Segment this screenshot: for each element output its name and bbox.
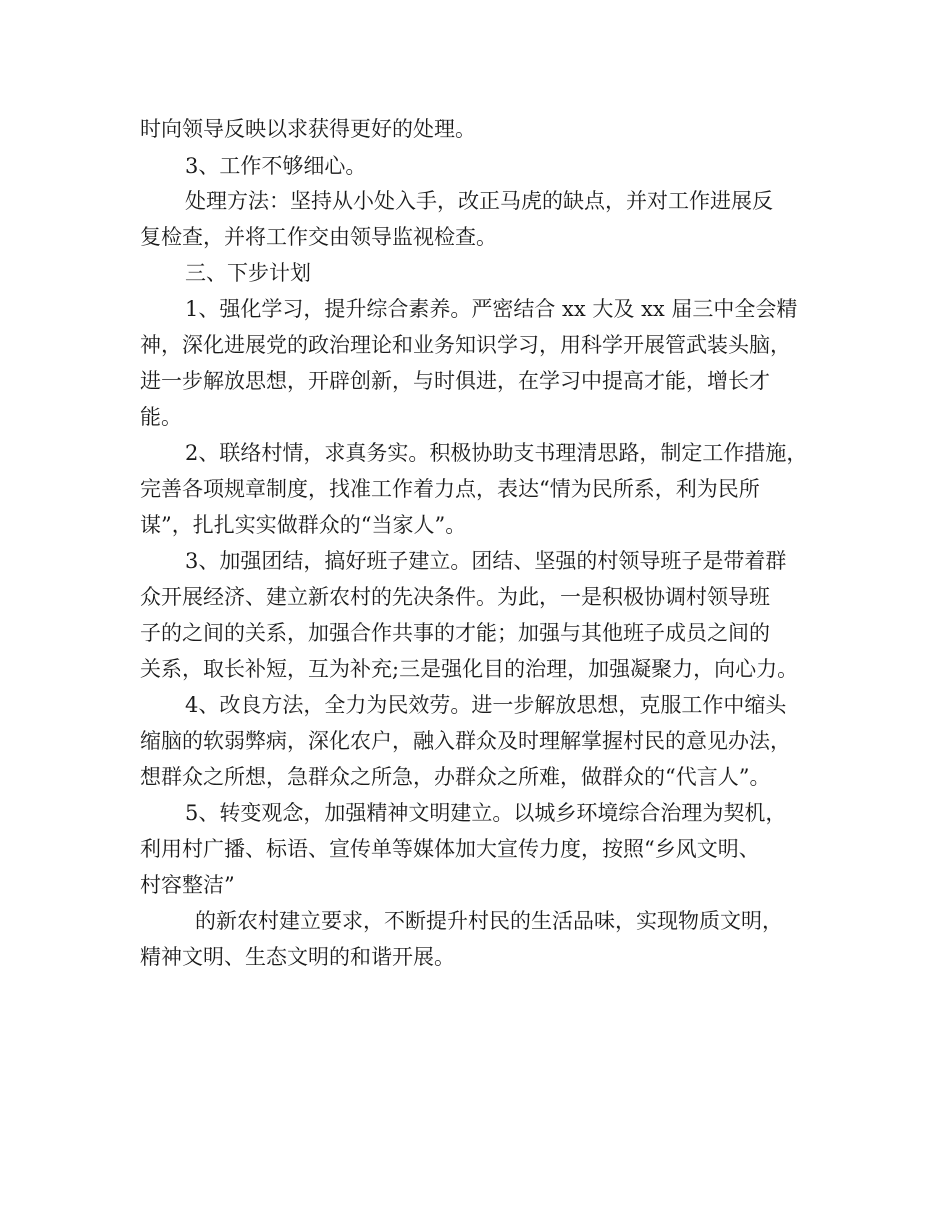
text-line: 2、联络村情，求真务实。积极协助支书理清思路，制定工作措施， — [185, 441, 808, 465]
text-line: 村容整洁” — [140, 873, 235, 897]
text-line: 进一步解放思想，开辟创新，与时俱进，在学习中提高才能，增长才 — [140, 369, 770, 393]
section-heading: 三、下步计划 — [185, 261, 311, 285]
text-line: 神，深化进展党的政治理论和业务知识学习，用科学开展管武装头脑， — [140, 333, 791, 357]
text-line: 缩脑的软弱弊病，深化农户，融入群众及时理解掌握村民的意见办法， — [140, 729, 791, 753]
text-line: 1、强化学习，提升综合素养。严密结合 xx 大及 xx 届三中全会精 — [185, 297, 798, 321]
text-line: 4、改良方法，全力为民效劳。进一步解放思想，克服工作中缩头 — [185, 693, 787, 717]
text-line: 能。 — [140, 405, 182, 429]
text-line: 关系，取长补短，互为补充;三是强化目的治理，加强凝聚力，向心力。 — [140, 657, 799, 681]
text-line: 想群众之所想，急群众之所急，办群众之所难，做群众的“代言人”。 — [140, 765, 771, 789]
text-line: 精神文明、生态文明的和谐开展。 — [140, 945, 455, 969]
text-line: 利用村广播、标语、宣传单等媒体加大宣传力度，按照“乡风文明、 — [140, 837, 760, 861]
text-line: 3、工作不够细心。 — [185, 154, 367, 178]
text-line: 完善各项规章制度，找准工作着力点，表达“情为民所系，利为民所 — [140, 477, 760, 501]
text-line: 5、转变观念，加强精神文明建立。以城乡环境综合治理为契机， — [185, 801, 787, 825]
text-line: 复检查，并将工作交由领导监视检查。 — [140, 225, 497, 249]
text-line: 子的之间的关系，加强合作共事的才能；加强与其他班子成员之间的 — [140, 621, 770, 645]
text-line: 谋”，扎扎实实做群众的“当家人”。 — [140, 513, 467, 537]
text-line: 处理方法：坚持从小处入手，改正马虎的缺点，并对工作进展反 — [185, 189, 773, 213]
text-line: 众开展经济、建立新农村的先决条件。为此，一是积极协调村领导班 — [140, 585, 770, 609]
text-line: 时向领导反映以求获得更好的处理。 — [140, 117, 476, 141]
text-line: 的新农村建立要求，不断提升村民的生活品味，实现物质文明， — [195, 909, 783, 933]
text-line: 3、加强团结，搞好班子建立。团结、坚强的村领导班子是带着群 — [185, 549, 787, 573]
